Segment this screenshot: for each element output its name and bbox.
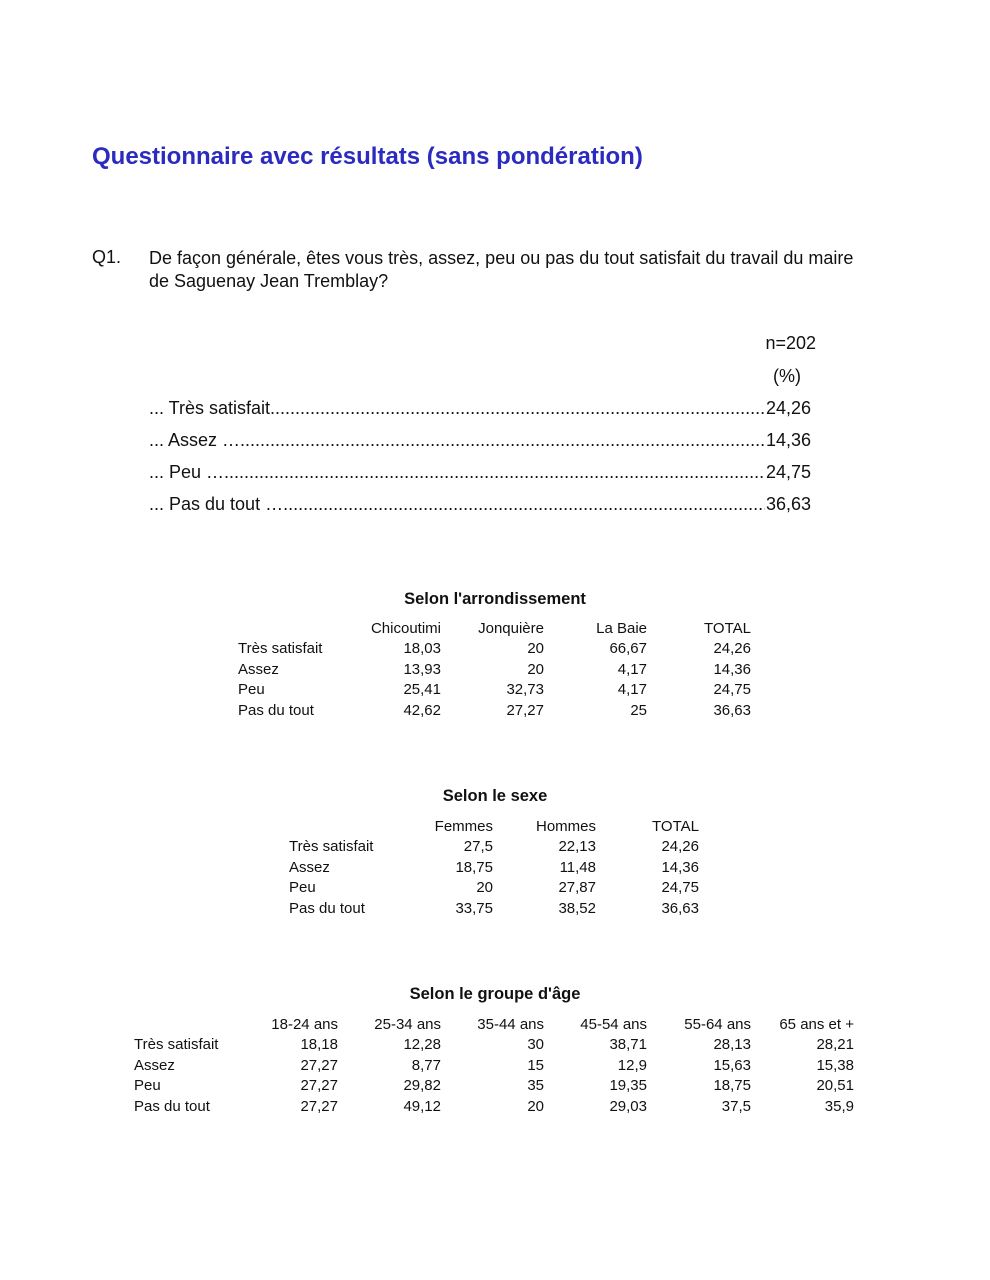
table-cell: 4,17: [617, 660, 647, 678]
table-cell: 20: [527, 640, 544, 658]
table-row: [238, 700, 751, 721]
table-cell: 27,87: [558, 879, 596, 897]
table-cell: 30: [527, 1036, 544, 1054]
table-title-age: Selon le groupe d'âge: [409, 985, 581, 1003]
table-row: [289, 898, 699, 919]
table-header-row: [238, 618, 751, 639]
percent-unit-label: (%): [773, 366, 801, 386]
column-header: La Baie: [596, 619, 647, 637]
table-cell: 24,75: [661, 879, 699, 897]
table-title-arrondissement: Selon l'arrondissement: [404, 590, 586, 608]
row-label: Assez: [289, 858, 330, 876]
table-row: [134, 1055, 854, 1076]
table-cell: 29,82: [403, 1077, 441, 1095]
answer-value: 14,36: [765, 430, 811, 450]
table-cell: 66,67: [609, 640, 647, 658]
table-header-row: [289, 816, 699, 837]
table-cell: 27,27: [300, 1077, 338, 1095]
table-cell: 33,75: [455, 899, 493, 917]
table-cell: 25: [630, 701, 647, 719]
row-label: Pas du tout: [238, 701, 314, 719]
table-row: [238, 639, 751, 660]
column-header: 65 ans et +: [779, 1015, 854, 1033]
table-cell: 12,9: [617, 1056, 647, 1074]
table-cell: 4,17: [617, 681, 647, 699]
table-row: [134, 1076, 854, 1097]
column-header: 45-54 ans: [580, 1015, 647, 1033]
table-cell: 19,35: [609, 1077, 647, 1095]
answer-value: 24,26: [765, 398, 811, 418]
table-cell: 28,21: [816, 1036, 854, 1054]
table-row: [134, 1096, 854, 1117]
dot-leader: [270, 398, 765, 419]
table-cell: 11,48: [559, 858, 596, 876]
table-cell: 20: [527, 660, 544, 678]
answer-row-pas-du-tout: [149, 494, 811, 526]
table-cell: 32,73: [506, 681, 544, 699]
question-number: Q1.: [92, 247, 122, 267]
table-cell: 27,27: [300, 1097, 338, 1115]
row-label: Peu: [134, 1077, 161, 1095]
answer-value: 36,63: [765, 494, 811, 514]
table-cell: 38,52: [558, 899, 596, 917]
answer-row-peu: [149, 462, 811, 494]
answer-row-tres-satisfait: [149, 398, 811, 430]
column-header: TOTAL: [652, 817, 699, 835]
table-cell: 35: [527, 1077, 544, 1095]
column-header: Femmes: [434, 817, 493, 835]
table-cell: 49,12: [403, 1097, 441, 1115]
table-cell: 24,26: [713, 640, 751, 658]
table-cell: 8,77: [411, 1056, 441, 1074]
dot-leader: [283, 494, 765, 515]
table-cell: 27,5: [463, 838, 493, 856]
table-cell: 24,75: [713, 681, 751, 699]
sample-size-label: n=202: [765, 333, 816, 353]
table-row: [289, 878, 699, 899]
row-label: Très satisfait: [238, 640, 323, 658]
table-cell: 38,71: [609, 1036, 647, 1054]
table-cell: 20: [476, 879, 493, 897]
dot-leader: [240, 430, 765, 451]
table-cell: 36,63: [661, 899, 699, 917]
table-header-row: [134, 1014, 854, 1035]
table-cell: 24,26: [661, 838, 699, 856]
table-cell: 15,38: [816, 1056, 854, 1074]
table-cell: 18,75: [713, 1077, 751, 1095]
table-row: [289, 857, 699, 878]
table-cell: 14,36: [713, 660, 751, 678]
answer-list: [149, 398, 811, 526]
answer-row-assez: [149, 430, 811, 462]
row-label: Pas du tout: [134, 1097, 210, 1115]
table-cell: 28,13: [713, 1036, 751, 1054]
column-header: Jonquière: [478, 619, 544, 637]
table-row: [134, 1035, 854, 1056]
document-title: Questionnaire avec résultats (sans pondération): [92, 143, 643, 170]
table-cell: 29,03: [609, 1097, 647, 1115]
column-header: 55-64 ans: [684, 1015, 751, 1033]
row-label: Assez: [134, 1056, 175, 1074]
answer-label: ... Peu …: [149, 462, 225, 482]
dot-leader: [224, 462, 765, 483]
table-row: [238, 659, 751, 680]
row-label: Peu: [289, 879, 316, 897]
table-cell: 14,36: [661, 858, 699, 876]
answer-label: ... Assez …: [149, 430, 241, 450]
row-label: Très satisfait: [134, 1036, 219, 1054]
table-cell: 18,75: [455, 858, 493, 876]
table-cell: 15: [527, 1056, 544, 1074]
table-cell: 20: [527, 1097, 544, 1115]
answer-label: ... Très satisfait: [149, 398, 271, 418]
table-cell: 36,63: [713, 701, 751, 719]
table-cell: 12,28: [403, 1036, 441, 1054]
table-cell: 13,93: [403, 660, 441, 678]
table-arrondissement: [238, 618, 751, 721]
row-label: Pas du tout: [289, 899, 365, 917]
column-header: Chicoutimi: [370, 619, 441, 637]
table-cell: 27,27: [300, 1056, 338, 1074]
table-cell: 42,62: [403, 701, 441, 719]
table-row: [289, 837, 699, 858]
table-cell: 18,03: [403, 640, 441, 658]
table-age: [134, 1014, 854, 1117]
table-cell: 22,13: [558, 838, 596, 856]
row-label: Peu: [238, 681, 265, 699]
question-text: De façon générale, êtes vous très, assez, peu ou pas du tout satisfait du travail du maire de Saguenay Jean Tremblay?: [149, 248, 854, 291]
column-header: 25-34 ans: [374, 1015, 441, 1033]
table-row: [238, 680, 751, 701]
column-header: TOTAL: [704, 619, 751, 637]
table-cell: 27,27: [506, 701, 544, 719]
table-cell: 15,63: [713, 1056, 751, 1074]
table-cell: 37,5: [721, 1097, 751, 1115]
table-cell: 18,18: [300, 1036, 338, 1054]
table-cell: 20,51: [816, 1077, 854, 1095]
table-cell: 25,41: [403, 681, 441, 699]
column-header: 18-24 ans: [271, 1015, 338, 1033]
table-title-sexe: Selon le sexe: [442, 787, 548, 805]
table-cell: 35,9: [824, 1097, 854, 1115]
answer-label: ... Pas du tout …: [149, 494, 284, 514]
row-label: Très satisfait: [289, 838, 374, 856]
table-sexe: [289, 816, 699, 919]
column-header: Hommes: [535, 817, 596, 835]
column-header: 35-44 ans: [477, 1015, 544, 1033]
answer-value: 24,75: [765, 462, 811, 482]
row-label: Assez: [238, 660, 279, 678]
